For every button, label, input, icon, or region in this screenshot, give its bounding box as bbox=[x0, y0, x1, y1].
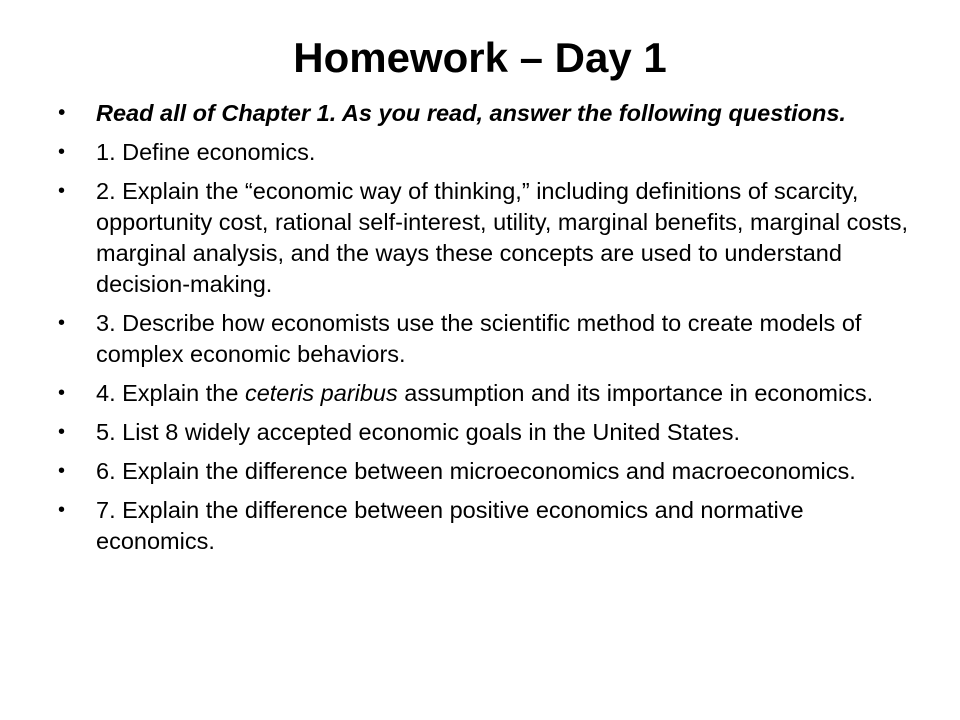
slide-title: Homework – Day 1 bbox=[293, 34, 667, 81]
bullet-question-1 bbox=[58, 137, 910, 168]
bullet-list bbox=[58, 98, 910, 565]
bullet-icon: • bbox=[58, 460, 66, 482]
bullet-text: 7. Explain the difference between positive economics and normative economics. bbox=[96, 497, 804, 554]
bullet-icon: • bbox=[58, 312, 66, 334]
bullet-icon: • bbox=[58, 141, 66, 163]
bullet-text: 6. Explain the difference between microeconomics and macroeconomics. bbox=[96, 458, 856, 484]
bullet-question-4 bbox=[58, 378, 910, 409]
bullet-question-5 bbox=[58, 417, 910, 448]
bullet-instruction bbox=[58, 98, 910, 129]
bullet-text: Read all of Chapter 1. As you read, answer the following questions. bbox=[96, 100, 846, 126]
bullet-text-part: 4. Explain the bbox=[96, 380, 245, 406]
bullet-text: 5. List 8 widely accepted economic goals in the United States. bbox=[96, 419, 741, 445]
bullet-text: 1. Define economics. bbox=[96, 139, 316, 165]
bullet-text-part: assumption and its importance in economics. bbox=[397, 380, 874, 406]
bullet-question-2 bbox=[58, 176, 910, 300]
bullet-icon: • bbox=[58, 382, 66, 404]
bullet-icon: • bbox=[58, 180, 66, 202]
bullet-text: 2. Explain the “economic way of thinking,” including definitions of scarcity, opportunity cost, rational self-interest, utility, marginal benefits, marginal costs, marginal analysis, and the ways these concepts are used to understand decision-making. bbox=[96, 178, 908, 297]
bullet-icon: • bbox=[58, 499, 66, 521]
bullet-text-italic: ceteris paribus bbox=[244, 380, 398, 406]
bullet-question-3 bbox=[58, 308, 910, 370]
bullet-icon: • bbox=[58, 102, 66, 124]
bullet-icon: • bbox=[58, 421, 66, 443]
bullet-question-7 bbox=[58, 495, 910, 557]
bullet-text: 3. Describe how economists use the scientific method to create models of complex economic behaviors. bbox=[96, 310, 862, 367]
bullet-question-6 bbox=[58, 456, 910, 487]
